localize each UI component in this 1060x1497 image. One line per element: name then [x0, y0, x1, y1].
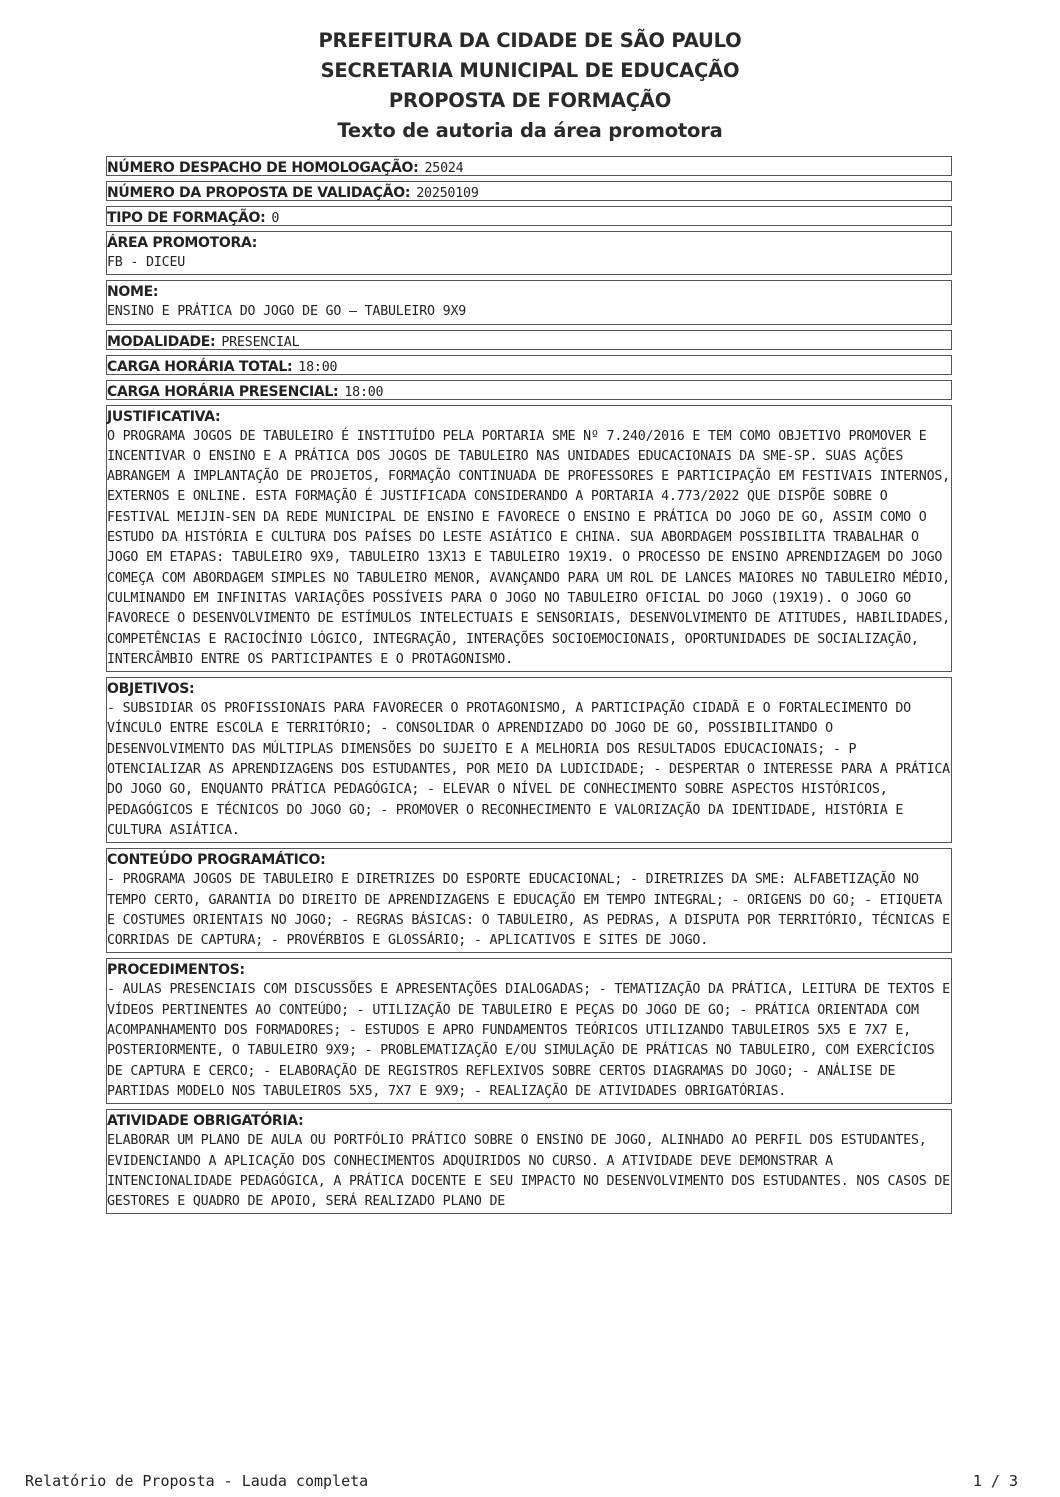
field-value: ELABORAR UM PLANO DE AULA OU PORTFÓLIO PRÁTICO SOBRE O ENSINO DE JOGO, ALINHADO AO PERFIL DOS ESTUDANTES, EVIDENCIANDO A APLICAÇÃO DOS CONHECIMENTOS ADQUIRIDOS NO CURSO. A ATIVIDADE DEVE DEMONSTRAR A INTENCIONALIDADE PEDAGÓGICA, A PRÁTICA DOCENTE E SEU IMPACTO NO DESENVOLVIMENTO DOS ESTUDANTES. NOS CASOS DE GESTORES E QUADRO DE APOIO, SERÁ REALIZADO PLANO DE	[107, 1133, 958, 1210]
field-carga-presencial	[106, 380, 952, 400]
field-label: TIPO DE FORMAÇÃO:	[107, 210, 266, 226]
field-label: PROCEDIMENTOS:	[107, 962, 245, 979]
field-area-promotora	[106, 231, 952, 275]
field-value: 0	[271, 211, 280, 226]
field-label: JUSTIFICATIVA:	[107, 408, 221, 425]
header-autoria: Texto de autoria da área promotora	[337, 119, 723, 142]
field-value: FB - DICEU	[107, 255, 186, 270]
field-value: O PROGRAMA JOGOS DE TABULEIRO É INSTITUÍDO PELA PORTARIA SME Nº 7.240/2016 E TEM COMO OBJETIVO PROMOVER E INCENTIVAR O ENSINO E A PRÁTICA DOS JOGOS DE TABULEIRO NAS UNIDADES EDUCACIONAIS DA SME-SP. SUAS AÇÕES ABRANGEM A IMPLANTAÇÃO DE PROJETOS, FORMAÇÃO CONTINUADA DE PROFESSORES E PARTICIPAÇÃO EM FESTIVAIS INTERNOS, EXTERNOS E ONLINE. ESTA FORMAÇÃO É JUSTIFICADA CONSIDERANDO A PORTARIA 4.773/2022 QUE DISPÕE SOBRE O FESTIVAL MEIJIN-SEN DA REDE MUNICIPAL DE ENSINO E FAVORECE O ENSINO E PRÁTICA DO JOGO DE GO, ASSIM COMO O ESTUDO DA HISTÓRIA E CULTURA DOS PAÍSES DO LESTE ASIÁTICO E CHINA. SUA ABORDAGEM POSSIBILITA TRABALHAR O JOGO EM ETAPAS: TABULEIRO 9X9, TABULEIRO 13X13 E TABULEIRO 19X19. O PROCESSO DE ENSINO APRENDIZAGEM DO JOGO COMEÇA COM ABORDAGEM SIMPLES NO TABULEIRO MENOR, AVANÇANDO PARA UM ROL DE LANCES MAIORES NO TABULEIRO MÉDIO, CULMINANDO EM INFINITAS VARIAÇÕES POSSÍVEIS PARA O JOGO NO TABULEIRO OFICIAL DO JOGO (19X19). O JOGO GO FAVORECE O DESENVOLVIMENTO DE ESTÍMULOS INTELECTUAIS E SENSORIAIS, DESENVOLVIMENTO DE ATITUDES, HABILIDADES, COMPETÊNCIAS E RACIOCÍNIO LÓGICO, INTEGRAÇÃO, INTERAÇÕES SOCIOEMOCIONAIS, OPORTUNIDADES DE SOCIALIZAÇÃO, INTERCÂMBIO ENTRE OS PARTICIPANTES E O PROTAGONISMO.	[107, 428, 958, 667]
header-proposta: PROPOSTA DE FORMAÇÃO	[388, 89, 672, 112]
field-objetivos	[106, 677, 958, 843]
form-fields	[106, 156, 958, 1219]
field-value: 18:00	[344, 384, 384, 400]
field-label: OBJETIVOS:	[107, 681, 195, 698]
header-secretaria: SECRETARIA MUNICIPAL DE EDUCAÇÃO	[320, 59, 740, 82]
field-label: CONTEÚDO PROGRAMÁTICO:	[107, 852, 326, 869]
field-label: NOME:	[107, 284, 159, 301]
page-footer	[25, 1472, 1018, 1494]
field-value: PRESENCIAL	[221, 334, 300, 350]
field-conteudo-programatico	[106, 848, 958, 953]
field-procedimentos	[106, 958, 958, 1104]
field-label: NÚMERO DESPACHO DE HOMOLOGAÇÃO:	[107, 160, 419, 176]
field-value: 18:00	[298, 359, 338, 375]
field-label: NÚMERO DA PROPOSTA DE VALIDAÇÃO:	[107, 185, 411, 201]
field-label: MODALIDADE:	[107, 333, 216, 350]
field-carga-total	[106, 355, 952, 375]
footer-report-title: Relatório de Proposta - Lauda completa	[25, 1472, 369, 1490]
document-header	[0, 26, 1060, 146]
field-despacho	[106, 156, 952, 176]
field-label: CARGA HORÁRIA PRESENCIAL:	[107, 383, 339, 400]
field-value: ENSINO E PRÁTICA DO JOGO DE GO – TABULEIRO 9X9	[107, 304, 467, 320]
page-number: 1 / 3	[972, 1472, 1018, 1490]
field-label: CARGA HORÁRIA TOTAL:	[107, 358, 293, 375]
field-nome	[106, 280, 952, 324]
field-label: ATIVIDADE OBRIGATÓRIA:	[107, 1113, 304, 1130]
field-value: - AULAS PRESENCIAIS COM DISCUSSÕES E APRESENTAÇÕES DIALOGADAS; - TEMATIZAÇÃO DA PRÁTICA, LEITURA DE TEXTOS E VÍDEOS PERTINENTES AO CONTEÚDO; - UTILIZAÇÃO DE TABULEIRO E PEÇAS DO JOGO DE GO; - PRÁTICA ORIENTADA COM ACOMPANHAMENTO DOS FORMADORES; - ESTUDOS E APRO FUNDAMENTOS TEÓRICOS UTILIZANDO TABULEIROS 5X5 E 7X7 E, POSTERIORMENTE, O TABULEIRO 9X9; - PROBLEMATIZAÇÃO E/OU SIMULAÇÃO DE PRÁTICAS NO TABULEIRO, COM EXERCÍCIOS DE CAPTURA E CERCO; - ELABORAÇÃO DE REGISTROS REFLEXIVOS SOBRE CERTOS DIAGRAMAS DO JOGO; - ANÁLISE DE PARTIDAS MODELO NOS TABULEIROS 5X5, 7X7 E 9X9; - REALIZAÇÃO DE ATIVIDADES OBRIGATÓRIAS.	[107, 982, 958, 1099]
field-justificativa	[106, 405, 958, 673]
field-value: 25024	[424, 161, 464, 176]
field-proposta	[106, 181, 952, 201]
field-modalidade	[106, 330, 952, 350]
header-prefeitura: PREFEITURA DA CIDADE DE SÃO PAULO	[318, 29, 742, 52]
field-value: - SUBSIDIAR OS PROFISSIONAIS PARA FAVORECER O PROTAGONISMO, A PARTICIPAÇÃO CIDADÃ E O FORTALECIMENTO DO VÍNCULO ENTRE ESCOLA E TERRITÓRIO; - CONSOLIDAR O APRENDIZADO DO JOGO DE GO, POSSIBILITANDO O DESENVOLVIMENTO DAS MÚLTIPLAS DIMENSÕES DO SUJEITO E A MELHORIA DOS RESULTADOS EDUCACIONAIS; - P OTENCIALIZAR AS APRENDIZAGENS DOS ESTUDANTES, POR MEIO DA LUDICIDADE; - DESPERTAR O INTERESSE PARA A PRÁTICA DO JOGO GO, ENQUANTO PRÁTICA PEDAGÓGICA; - ELEVAR O NÍVEL DE CONHECIMENTO SOBRE ASPECTOS HISTÓRICOS, PEDAGÓGICOS E TÉCNICOS DO JOGO GO; - PROMOVER O RECONHECIMENTO E VALORIZAÇÃO DA IDENTIDADE, HISTÓRIA E CULTURA ASIÁTICA.	[107, 701, 958, 838]
field-value: 20250109	[416, 186, 479, 201]
field-tipo	[106, 206, 952, 226]
field-atividade-obrigatoria	[106, 1109, 958, 1214]
field-label: ÁREA PROMOTORA:	[107, 235, 258, 251]
field-value: - PROGRAMA JOGOS DE TABULEIRO E DIRETRIZES DO ESPORTE EDUCACIONAL; - DIRETRIZES DA SME: ALFABETIZAÇÃO NO TEMPO CERTO, GARANTIA DO DIREITO DE APRENDIZAGENS E EDUCAÇÃO EM TEMPO INTEGRAL; - ORIGENS DO GO; - ETIQUETA E COSTUMES ORIENTAIS NO JOGO; - REGRAS BÁSICAS: O TABULEIRO, AS PEDRAS, A DISPUTA POR TERRITÓRIO, TÉCNICAS E CORRIDAS DE CAPTURA; - PROVÉRBIOS E GLOSSÁRIO; - APLICATIVOS E SITES DE JOGO.	[107, 872, 958, 949]
